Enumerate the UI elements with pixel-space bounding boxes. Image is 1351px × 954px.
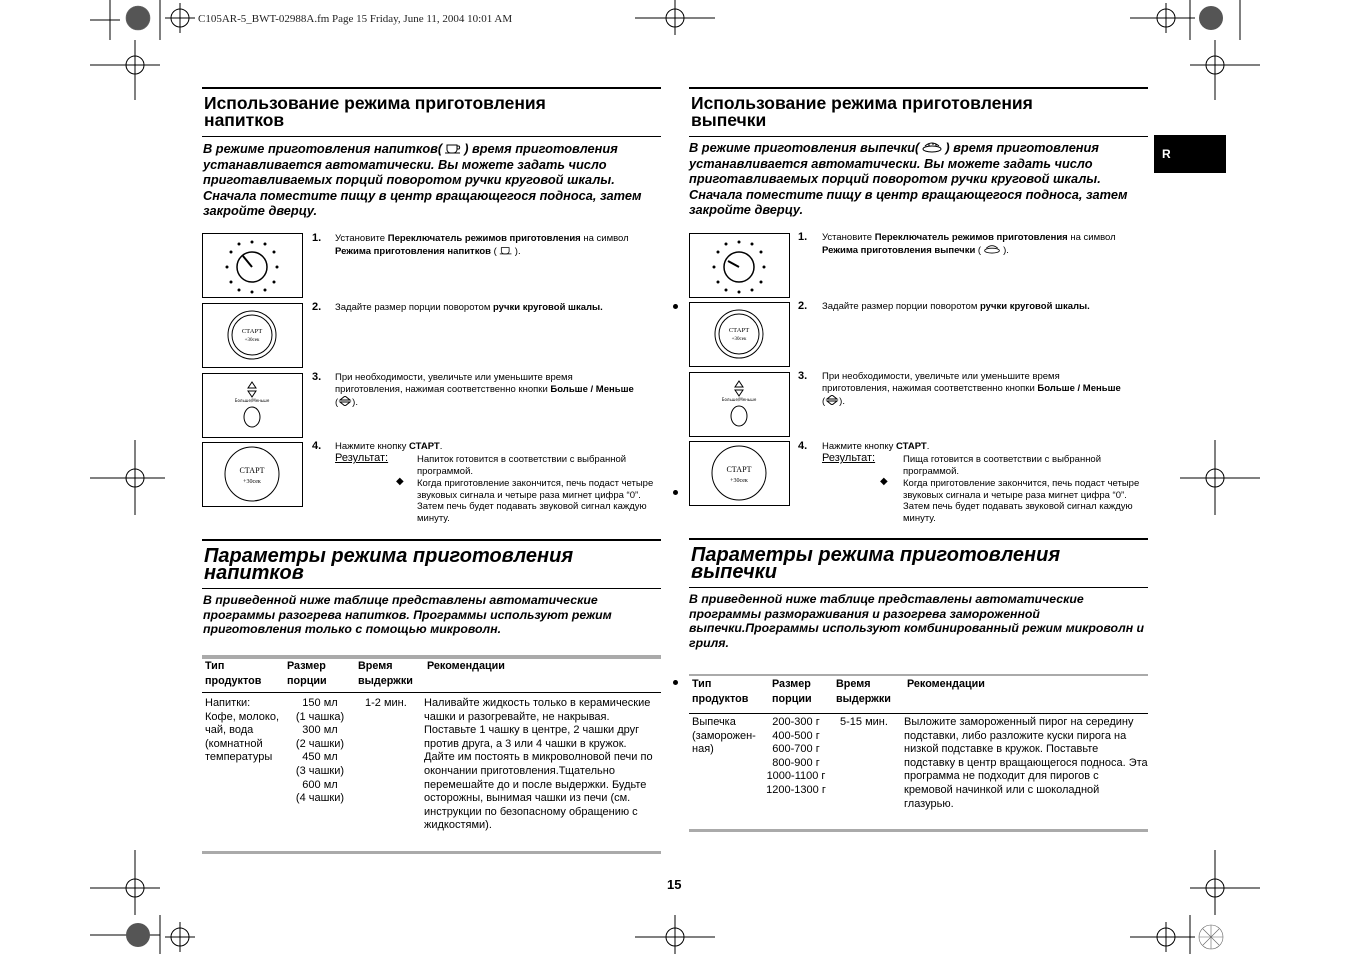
knob-start-label: СТАРТ [239, 466, 265, 475]
step-number: 4. [798, 440, 808, 452]
step-number: 3. [798, 370, 808, 382]
table-header-size: Размер порции [287, 660, 327, 687]
result-text-2: Когда приготовление закончится, печь подаст четыре звуковых сигнала и четыре раза мигнет цифра “0”. Затем печь будет подавать звуковой сигнал каждую минуту. [417, 478, 654, 524]
step-4-text: Нажмите кнопку СТАРТ. [335, 441, 443, 452]
step-1-text: Установите Переключатель режимов приготовления на символ Режима приготовления напитков ( ). [335, 233, 629, 257]
right-params-title-bar [689, 538, 1148, 588]
cup-icon [444, 142, 462, 154]
step-number: 4. [312, 440, 322, 452]
language-tab [1154, 135, 1226, 173]
bullet-icon: ◆ [880, 476, 888, 487]
left-params-intro: В приведенной ниже таблице представлены автоматические программы разогрева напитков. Программы используют режим приготовления только с помощью микроволн. [203, 593, 612, 636]
start-knob-icon [203, 443, 302, 506]
right-params-title: Параметры режима приготовления выпечки [691, 544, 1061, 583]
start-button-illustration [202, 442, 303, 507]
step-2-text: Задайте размер порции поворотом ручки круговой шкалы. [822, 301, 1090, 312]
cup-icon [499, 245, 513, 255]
knob-sec-label: +30сек [730, 478, 748, 484]
table-cell-size: 150 мл (1 чашка) 300 мл (2 чашки) 450 мл (3 чашки) 600 мл (4 чашки) [295, 697, 345, 805]
more-less-label: Больше/Меньше [234, 398, 270, 403]
table-cell-type: Выпечка (заморожен- ная) [692, 716, 756, 756]
result-label: Результат: [822, 452, 876, 464]
bullet-icon: ◆ [396, 476, 404, 487]
table-top-rule [689, 674, 1148, 676]
step-number: 3. [312, 371, 322, 383]
table-header-rec: Рекомендации [907, 678, 985, 690]
mode-dial-illustration [202, 233, 303, 298]
knob-sec-label: +30сек [244, 338, 260, 343]
more-less-button-icon [690, 373, 789, 436]
table-cell-time: 1-2 мин. [365, 697, 407, 709]
knob-sec-label: +30сек [243, 479, 261, 485]
right-params-intro: В приведенной ниже таблице представлены автоматические программы размораживания и разогрева замороженной выпечки.Программы используют комбинированный режим микроволн и гриля. [689, 592, 1145, 650]
more-less-illustration [689, 372, 790, 437]
start-button-illustration [689, 441, 790, 506]
more-less-illustration [202, 373, 303, 438]
table-header-type: Тип продуктов [205, 660, 262, 687]
result-label: Результат: [335, 452, 389, 464]
center-dot [673, 490, 678, 495]
pie-icon [983, 244, 1001, 254]
table-header-type: Тип продуктов [692, 678, 749, 705]
table-header-rule [689, 713, 1148, 714]
table-cell-rec: Выложите замороженный пирог на середину подставки, либо разложите куски пирога на низкой подставке в кружок. Поставьте подставку в центр вращающегося подноса. Эта программа не подходит для пирогов с кремовой начинкой или с шоколадной глазурью. [904, 716, 1148, 810]
knob-sec-label: +30сек [731, 337, 747, 342]
start-knob-illustration [202, 303, 303, 368]
table-cell-size: 200-300 г 400-500 г 600-700 г 800-900 г 1000-1100 г 1200-1300 г [766, 716, 826, 796]
up-down-arrow-icon [338, 396, 352, 406]
step-3-text: При необходимости, увеличьте или уменьшите время приготовления, нажимая соответственно кнопки Больше / Меньше ( ). [822, 371, 1121, 407]
step-number: 2. [798, 300, 808, 312]
start-knob-illustration [689, 302, 790, 367]
right-section-title: Использование режима приготовления выпечки [691, 93, 1033, 130]
knob-start-label: СТАРТ [728, 327, 750, 334]
center-dot [673, 304, 678, 309]
up-down-arrow-icon [825, 395, 839, 405]
table-header-time: Время выдержки [358, 660, 413, 687]
left-title-bar [202, 87, 661, 137]
step-number: 2. [312, 301, 322, 313]
more-less-button-icon [203, 374, 302, 437]
result-text-2: Когда приготовление закончится, печь подаст четыре звуковых сигнала и четыре раза мигнет цифра “0”. Затем печь будет подавать звуковой сигнал каждую минуту. [903, 478, 1140, 524]
step-2-text: Задайте размер порции поворотом ручки круговой шкалы. [335, 302, 603, 313]
mode-dial-icon [690, 234, 789, 297]
right-intro: В режиме приготовления выпечки( ) время приготовления устанавливается автоматически. Вы можете задать число приготавливаемых порций поворотом ручки круговой шкалы. Сначала поместите пищу в центр вращающегося подноса, затем закройте дверцу. [689, 140, 1128, 217]
center-dot [673, 680, 678, 685]
table-header-time: Время выдержки [836, 678, 891, 705]
mode-dial-illustration [689, 233, 790, 298]
left-section-title: Использование режима приготовления напитков [204, 93, 546, 130]
page-header-line: C105AR-5_BWT-02988A.fm Page 15 Friday, June 11, 2004 10:01 AM [198, 13, 513, 25]
more-less-label: Больше/Меньше [721, 397, 757, 402]
mode-dial-icon [203, 234, 302, 297]
result-text-1: Напиток готовится в соответствии с выбранной программой. [417, 454, 627, 477]
left-params-title: Параметры режима приготовления напитков [204, 545, 574, 584]
left-intro: В режиме приготовления напитков( ) время приготовления устанавливается автоматически. Вы можете задать число приготавливаемых порций поворотом ручки круговой шкалы. Сначала поместите пищу в центр вращающегося подноса, затем закройте дверцу. [203, 141, 642, 218]
step-number: 1. [312, 232, 322, 244]
start-knob-icon [690, 303, 789, 366]
table-header-size: Размер порции [772, 678, 812, 705]
knob-start-label: СТАРТ [241, 328, 263, 335]
table-cell-rec: Наливайте жидкость только в керамические чашки и разогревайте, не накрывая. Поставьте 1 чашку в центре, 2 чашки друг против друга, а 3 или 4 чашки в кружок. Дайте им постоять в микроволновой печи по окончании приготовления.Тщательно перемешайте до и после выдержки. Будьте осторожны, вынимая чашки из печи (см. инструкции по безопасному обращению с жидкостями). [424, 697, 653, 832]
table-header-rec: Рекомендации [427, 660, 505, 672]
step-3-text: При необходимости, увеличьте или уменьшите время приготовления, нажимая соответственно кнопки Больше / Меньше ( ). [335, 372, 634, 408]
step-number: 1. [798, 231, 808, 243]
result-text-1: Пища готовится в соответствии с выбранной программой. [903, 454, 1102, 477]
table-bottom-rule [202, 851, 661, 854]
knob-start-label: СТАРТ [726, 465, 752, 474]
start-knob-icon [690, 442, 789, 505]
page-number: 15 [667, 877, 682, 892]
start-knob-icon [203, 304, 302, 367]
pie-icon [921, 141, 943, 153]
left-params-title-bar [202, 539, 661, 589]
table-bottom-rule [689, 829, 1148, 832]
step-4-text: Нажмите кнопку СТАРТ. [822, 441, 930, 452]
right-title-bar [689, 87, 1148, 137]
table-cell-time: 5-15 мин. [840, 716, 888, 728]
step-1-text: Установите Переключатель режимов приготовления на символ Режима приготовления выпечки ( ). [822, 232, 1116, 256]
table-cell-type: Напитки: Кофе, молоко, чай, вода (комнатной температуры [205, 697, 280, 764]
table-header-rule [202, 692, 661, 693]
language-tab-label: R [1162, 147, 1171, 161]
